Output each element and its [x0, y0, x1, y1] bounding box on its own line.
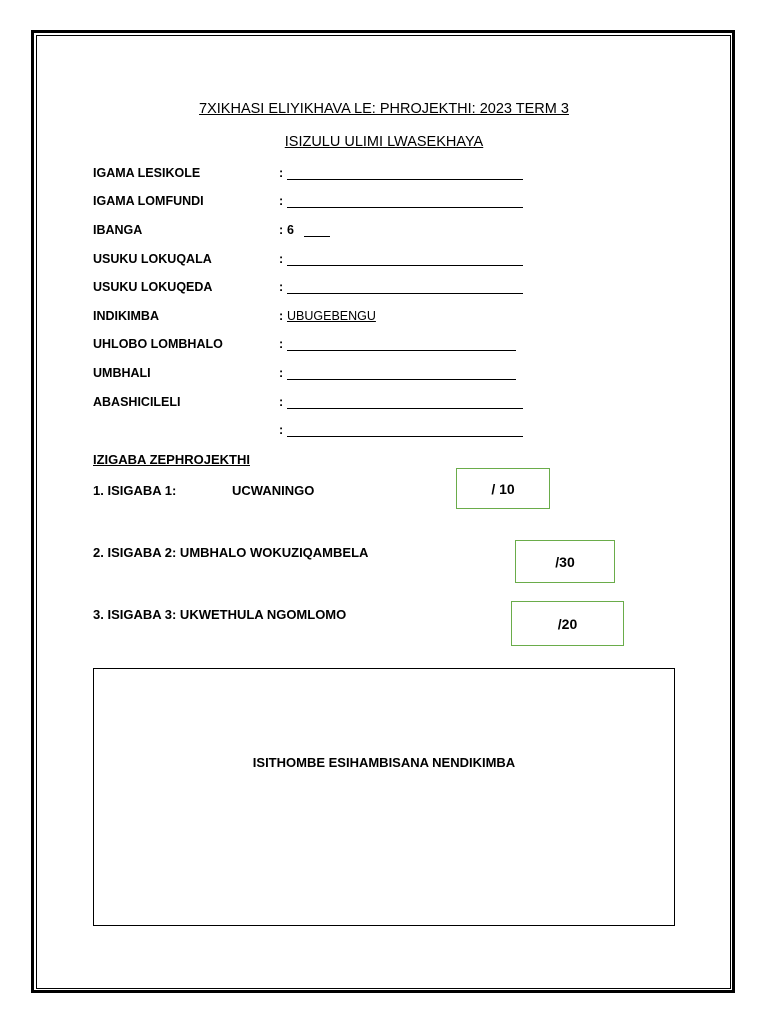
field-colon: : [279, 366, 284, 380]
field-text-type [93, 337, 533, 355]
blank-line[interactable] [287, 207, 523, 208]
field-label: USUKU LOKUQEDA [93, 280, 213, 294]
sections-heading: IZIGABA ZEPHROJEKTHI [93, 452, 250, 467]
stage-label: 1. ISIGABA 1: [93, 483, 177, 498]
blank-line[interactable] [287, 436, 523, 437]
field-colon: : [279, 194, 284, 208]
field-learner-name [93, 194, 533, 212]
field-label: IGAMA LOMFUNDI [93, 194, 204, 208]
field-colon: : [279, 337, 284, 351]
field-publishers [93, 395, 533, 413]
field-grade [93, 223, 533, 241]
blank-line[interactable] [287, 179, 523, 180]
field-colon: : [279, 280, 284, 294]
stage-2-score-box[interactable] [515, 540, 615, 583]
blank-line[interactable] [304, 236, 330, 237]
stage-3-score-box[interactable] [511, 601, 624, 646]
field-value: UBUGEBENGU [287, 309, 376, 323]
score-total: /20 [557, 615, 578, 632]
field-start-date [93, 252, 533, 270]
stage-label: 3. ISIGABA 3: UKWETHULA NGOMLOMO [93, 607, 347, 622]
field-colon: : [279, 423, 284, 437]
stage-1 [93, 483, 315, 498]
field-label: UMBHALI [93, 366, 151, 380]
field-theme [93, 309, 533, 327]
blank-line[interactable] [287, 408, 523, 409]
field-label: IBANGA [93, 223, 143, 237]
picture-box[interactable] [93, 668, 675, 926]
field-value: 6 [287, 223, 294, 237]
field-label: IGAMA LESIKOLE [93, 166, 201, 180]
field-end-date [93, 280, 533, 298]
field-school-name [93, 166, 533, 184]
field-publishers-extra [93, 423, 533, 441]
stage-label: 2. ISIGABA 2: UMBHALO WOKUZIQAMBELA [93, 545, 369, 560]
stage-1-score-box[interactable] [456, 468, 550, 509]
field-label: USUKU LOKUQALA [93, 252, 212, 266]
document-title: 7XIKHASI ELIYIKHAVA LE: PHROJEKTHI: 2023 TERM 3 [199, 101, 569, 117]
field-label: UHLOBO LOMBHALO [93, 337, 223, 351]
field-colon: : [279, 223, 284, 237]
picture-caption: ISITHOMBE ESIHAMBISANA NENDIKIMBA [252, 755, 516, 770]
stage-name: UCWANINGO [232, 483, 315, 498]
field-label: ABASHICILELI [93, 395, 181, 409]
blank-line[interactable] [287, 265, 523, 266]
blank-line[interactable] [287, 350, 516, 351]
blank-line[interactable] [287, 379, 516, 380]
stage-2 [93, 545, 368, 560]
document-subtitle: ISIZULU ULIMI LWASEKHAYA [284, 134, 484, 150]
field-colon: : [279, 166, 284, 180]
score-total: / 10 [491, 480, 515, 497]
field-label: INDIKIMBA [93, 309, 159, 323]
field-colon: : [279, 252, 284, 266]
field-colon: : [279, 395, 284, 409]
blank-line[interactable] [287, 293, 523, 294]
stage-3 [93, 607, 346, 622]
score-total: /30 [555, 553, 575, 570]
field-author [93, 366, 533, 384]
field-colon: : [279, 309, 284, 323]
